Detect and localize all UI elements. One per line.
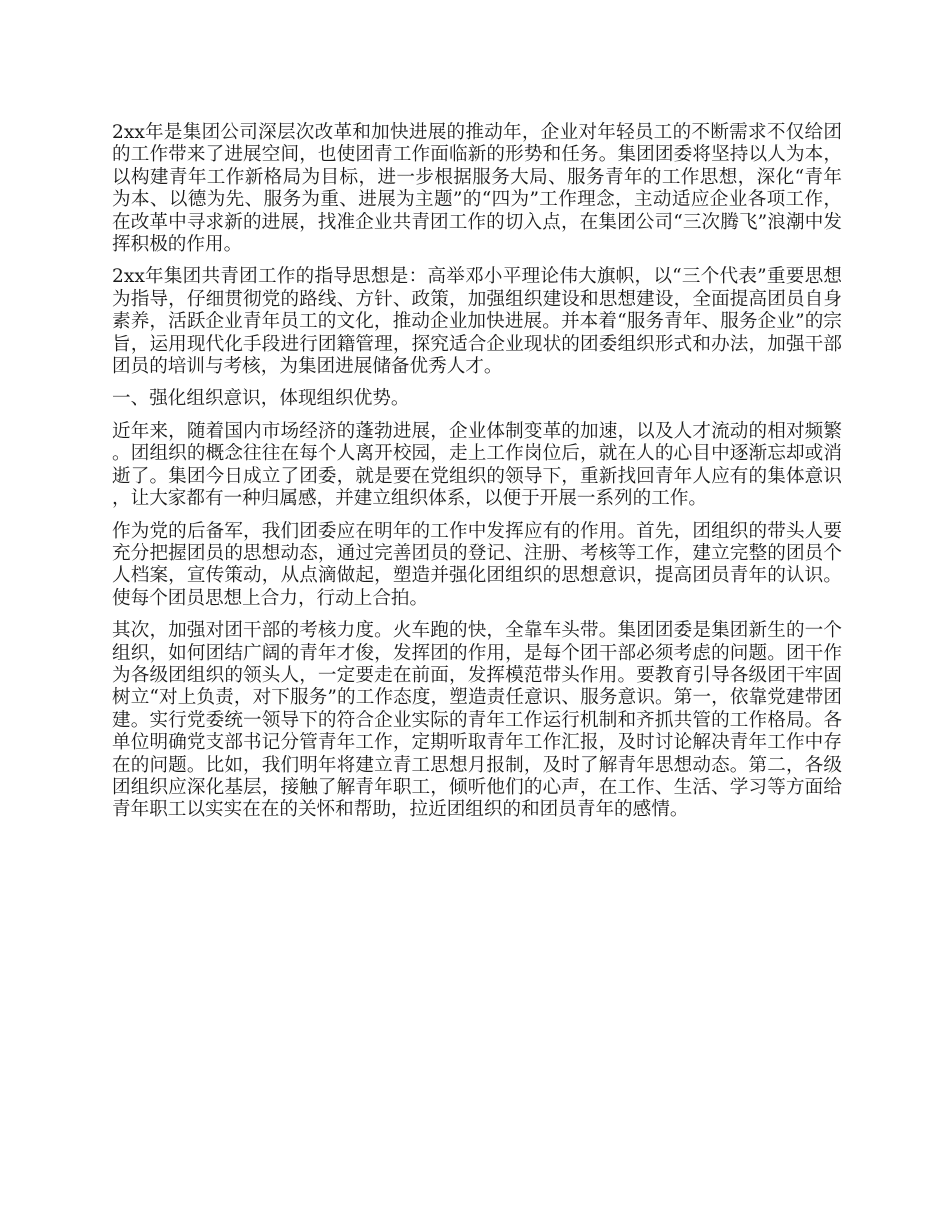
paragraph-intro: 2xx年是集团公司深层次改革和加快进展的推动年，企业对年轻员工的不断需求不仅给团的工作带来了进展空间，也使团青工作面临新的形势和任务。集团团委将坚持以人为本，以构建青年工作新格局为目标，进一步根据服务大局、服务青年的工作思想，深化“青年为本、以德为先、服务为重、进展为主题”的“四为”工作理念，主动适应企业各项工作，在改革中寻求新的进展，找准企业共青团工作的切入点，在集团公司“三次腾飞”浪潮中发挥积极的作用。 [112,122,842,256]
paragraph-reserve-army: 作为党的后备军，我们团委应在明年的工作中发挥应有的作用。首先，团组织的带头人要充分把握团员的思想动态，通过完善团员的登记、注册、考核等工作，建立完整的团员个人档案，宣传策动，从点滴做起，塑造并强化团组织的思想意识，提高团员青年的认识。使每个团员思想上合力，行动上合拍。 [112,520,842,609]
paragraph-recent-years: 近年来，随着国内市场经济的蓬勃进展，企业体制变革的加速，以及人才流动的相对频繁。团组织的概念往往在每个人离开校园，走上工作岗位后，就在人的心目中逐渐忘却或消逝了。集团今日成立了团委，就是要在党组织的领导下，重新找回青年人应有的集体意识，让大家都有一种归属感，并建立组织体系，以便于开展一系列的工作。 [112,420,842,510]
paragraph-cadre-assessment: 其次，加强对团干部的考核力度。火车跑的快，全靠车头带。集团团委是集团新生的一个组织，如何团结广阔的青年才俊，发挥团的作用，是每个团干部必须考虑的问题。团干作为各级团组织的领头人，一定要走在前面，发挥模范带头作用。要教育引导各级团干牢固树立“对上负责，对下服务”的工作态度，塑造责任意识、服务意识。第一，依靠党建带团建。实行党委统一领导下的符合企业实际的青年工作运行机制和齐抓共管的工作格局。各单位明确党支部书记分管青年工作，定期听取青年工作汇报，及时讨论解决青年工作中存在的问题。比如，我们明年将建立青工思想月报制，及时了解青年思想动态。第二，各级团组织应深化基层，接触了解青年职工，倾听他们的心声，在工作、生活、学习等方面给青年职工以实实在在的关怀和帮助，拉近团组织的和团员青年的感情。 [112,620,842,821]
paragraph-guiding-thought: 2xx年集团共青团工作的指导思想是：高举邓小平理论伟大旗帜，以“三个代表”重要思想为指导，仔细贯彻党的路线、方针、政策，加强组织建设和思想建设，全面提高团员自身素养，活跃企业青年员工的文化，推动企业加快进展。并本着“服务青年、服务企业”的宗旨，运用现代化手段进行团籍管理，探究适合企业现状的团委组织形式和办法，加强干部团员的培训与考核，为集团进展储备优秀人才。 [112,266,842,378]
document-body [112,122,842,832]
section-heading-1: 一、强化组织意识，体现组织优势。 [112,388,410,410]
